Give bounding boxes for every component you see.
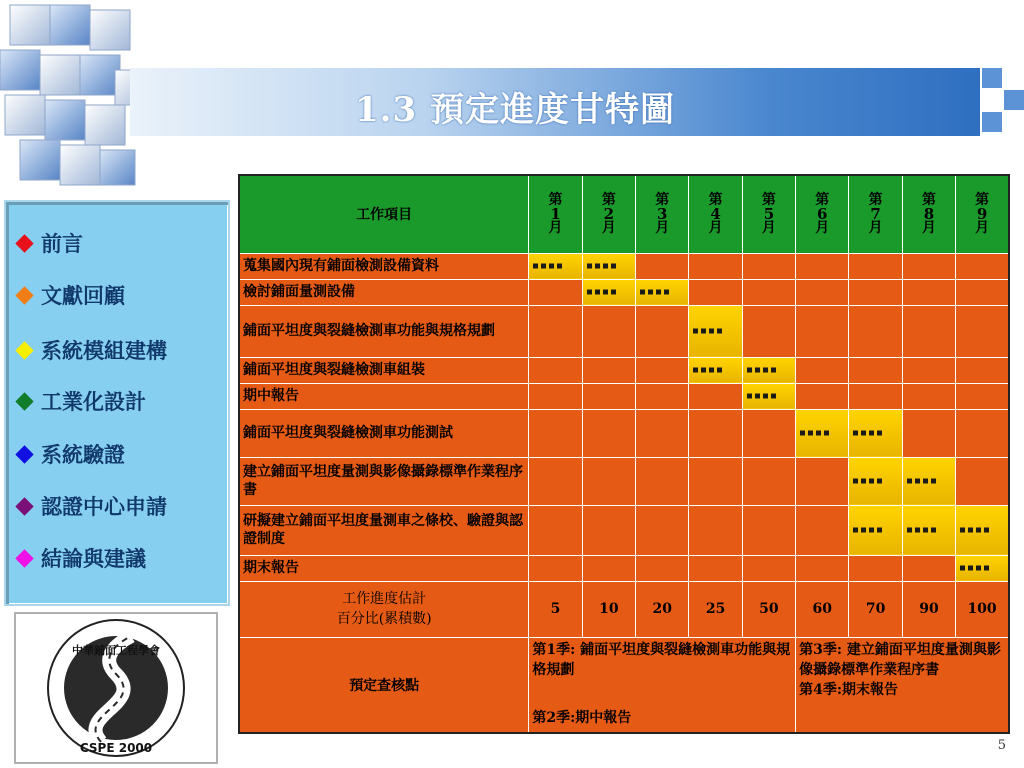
gantt-bar-dot — [976, 566, 981, 571]
decor-square — [982, 112, 1002, 132]
gantt-bar-dot — [808, 431, 813, 436]
gantt-cell — [689, 457, 742, 505]
progress-label-line: 工作進度估計 — [342, 591, 427, 607]
gantt-cell — [849, 383, 902, 409]
gantt-task-row — [239, 279, 1009, 305]
gantt-cell — [956, 305, 1009, 357]
gantt-cell — [956, 383, 1009, 409]
nav-item[interactable] — [18, 491, 167, 521]
gantt-bar-dot — [587, 264, 592, 269]
checkpoint-q4: 第4季:期末報告 — [799, 681, 899, 698]
gantt-bar — [693, 329, 722, 334]
gantt-cell — [582, 505, 635, 555]
gantt-cell — [582, 383, 635, 409]
month-suffix: 月 — [868, 220, 883, 237]
month-number: 7 — [870, 205, 881, 224]
nav-item[interactable] — [18, 439, 125, 469]
gantt-bar-dot — [824, 431, 829, 436]
gantt-header-item: 工作項目 — [239, 175, 529, 253]
gantt-cell — [689, 409, 742, 457]
gantt-cell — [796, 457, 849, 505]
gantt-cell — [742, 357, 795, 383]
diamond-bullet-icon — [15, 341, 33, 359]
month-prefix: 第 — [601, 192, 616, 209]
gantt-cell — [582, 357, 635, 383]
gantt-cell — [636, 357, 689, 383]
month-suffix: 月 — [921, 220, 936, 237]
gantt-bar-dot — [611, 290, 616, 295]
progress-value: 90 — [902, 581, 955, 637]
nav-item[interactable] — [18, 335, 167, 365]
gantt-cell — [796, 357, 849, 383]
gantt-bar-dot — [648, 290, 653, 295]
month-suffix: 月 — [548, 220, 563, 237]
gantt-bar — [907, 479, 936, 484]
gantt-cell — [529, 253, 582, 279]
nav-item-label: 認證中心申請 — [41, 495, 167, 519]
gantt-bar — [800, 431, 829, 436]
gantt-bar-dot — [915, 479, 920, 484]
gantt-cell — [849, 279, 902, 305]
checkpoint-left — [529, 637, 796, 733]
gantt-cell — [689, 555, 742, 581]
gantt-task-row — [239, 383, 1009, 409]
gantt-cell — [956, 253, 1009, 279]
month-prefix: 第 — [921, 192, 936, 209]
month-prefix: 第 — [655, 192, 670, 209]
month-prefix: 第 — [975, 192, 990, 209]
nav-item[interactable] — [18, 280, 125, 310]
gantt-cell — [742, 383, 795, 409]
month-prefix: 第 — [548, 192, 563, 209]
gantt-bar — [640, 290, 669, 295]
gantt-cell — [902, 505, 955, 555]
gantt-bar-dot — [816, 431, 821, 436]
gantt-cell — [742, 505, 795, 555]
diamond-bullet-icon — [15, 234, 33, 252]
gantt-task-row — [239, 357, 1009, 383]
gantt-cell — [529, 383, 582, 409]
progress-value: 5 — [529, 581, 582, 637]
gantt-cell — [636, 457, 689, 505]
gantt-cell — [956, 505, 1009, 555]
gantt-bar — [747, 368, 776, 373]
month-prefix: 第 — [815, 192, 830, 209]
gantt-bar — [853, 528, 882, 533]
gantt-month-header — [796, 175, 849, 253]
gantt-bar-dot — [656, 290, 661, 295]
progress-value: 60 — [796, 581, 849, 637]
gantt-bar-dot — [693, 329, 698, 334]
gantt-cell — [796, 305, 849, 357]
gantt-bar — [960, 528, 989, 533]
gantt-bar-dot — [771, 394, 776, 399]
gantt-cell — [849, 505, 902, 555]
month-suffix: 月 — [601, 220, 616, 237]
gantt-bar-dot — [984, 566, 989, 571]
gantt-bar-dot — [869, 528, 874, 533]
gantt-cell — [956, 457, 1009, 505]
diamond-bullet-icon — [15, 286, 33, 304]
gantt-cell — [689, 505, 742, 555]
gantt-bar-dot — [968, 528, 973, 533]
gantt-cell — [796, 409, 849, 457]
gantt-cell — [956, 409, 1009, 457]
gantt-cell — [636, 505, 689, 555]
month-number: 1 — [550, 205, 561, 224]
nav-item-label: 前言 — [41, 232, 83, 256]
gantt-cell — [796, 279, 849, 305]
gantt-bar-dot — [771, 368, 776, 373]
gantt-bar-dot — [869, 431, 874, 436]
gantt-cell — [742, 409, 795, 457]
gantt-bar-dot — [693, 368, 698, 373]
checkpoint-q2: 第2季:期中報告 — [532, 709, 632, 726]
gantt-task-row — [239, 253, 1009, 279]
gantt-cell — [902, 253, 955, 279]
gantt-cell — [902, 279, 955, 305]
nav-item[interactable] — [18, 228, 83, 258]
gantt-bar — [587, 290, 616, 295]
gantt-bar-dot — [595, 290, 600, 295]
gantt-cell — [849, 305, 902, 357]
gantt-cell — [689, 305, 742, 357]
gantt-bar-dot — [907, 528, 912, 533]
gantt-month-header — [742, 175, 795, 253]
gantt-bar-dot — [701, 329, 706, 334]
gantt-cell — [529, 279, 582, 305]
gantt-bar-dot — [603, 290, 608, 295]
gantt-task-name: 蒐集國內現有鋪面檢測設備資料 — [239, 253, 529, 279]
gantt-bar-dot — [549, 264, 554, 269]
progress-label-line: 百分比(累積數) — [336, 611, 432, 627]
progress-value: 70 — [849, 581, 902, 637]
nav-item[interactable] — [18, 543, 146, 573]
gantt-bar-dot — [923, 479, 928, 484]
gantt-month-header — [636, 175, 689, 253]
diamond-bullet-icon — [15, 497, 33, 515]
checkpoint-label: 預定查核點 — [239, 637, 529, 733]
gantt-task-name: 研擬建立鋪面平坦度量測車之條校、驗證與認證制度 — [239, 505, 529, 555]
gantt-cell — [636, 409, 689, 457]
gantt-bar-dot — [701, 368, 706, 373]
gantt-bar-dot — [877, 431, 882, 436]
gantt-bar-dot — [931, 479, 936, 484]
gantt-cell — [582, 279, 635, 305]
gantt-month-header — [689, 175, 742, 253]
nav-item-label: 工業化設計 — [41, 390, 146, 414]
gantt-cell — [529, 305, 582, 357]
gantt-cell — [902, 357, 955, 383]
gantt-cell — [636, 279, 689, 305]
gantt-bar-dot — [717, 329, 722, 334]
gantt-bar-dot — [976, 528, 981, 533]
gantt-bar-dot — [709, 329, 714, 334]
gantt-bar-dot — [877, 528, 882, 533]
gantt-task-name: 檢討鋪面量測設備 — [239, 279, 529, 305]
nav-item-label: 系統驗證 — [41, 443, 125, 467]
slide-title: 1.3 預定進度甘特圖 — [355, 90, 675, 130]
gantt-cell — [796, 505, 849, 555]
gantt-bar-dot — [747, 368, 752, 373]
logo-org-text: 中華鋪面工程學會 — [72, 644, 160, 657]
gantt-cell — [582, 305, 635, 357]
month-suffix: 月 — [815, 220, 830, 237]
gantt-cell — [689, 357, 742, 383]
gantt-cell — [582, 409, 635, 457]
gantt-bar — [960, 566, 989, 571]
gantt-bar-dot — [853, 528, 858, 533]
gantt-cell — [956, 555, 1009, 581]
progress-value: 100 — [956, 581, 1009, 637]
gantt-bar-dot — [861, 479, 866, 484]
month-suffix: 月 — [708, 220, 723, 237]
gantt-bar-dot — [755, 394, 760, 399]
month-number: 3 — [657, 205, 668, 224]
checkpoint-right — [796, 637, 1009, 733]
gantt-cell — [582, 253, 635, 279]
gantt-cell — [529, 457, 582, 505]
decor-square — [982, 68, 1002, 88]
month-number: 8 — [923, 205, 935, 224]
gantt-bar — [853, 479, 882, 484]
month-number: 6 — [817, 205, 828, 224]
gantt-bar-dot — [640, 290, 645, 295]
gantt-bar-dot — [763, 368, 768, 373]
gantt-bar-dot — [595, 264, 600, 269]
progress-label — [239, 581, 529, 637]
gantt-bar-dot — [960, 566, 965, 571]
nav-item-label: 文獻回顧 — [41, 284, 125, 308]
month-number: 2 — [603, 205, 615, 224]
progress-value: 10 — [582, 581, 635, 637]
gantt-month-header — [956, 175, 1009, 253]
gantt-cell — [742, 253, 795, 279]
month-suffix: 月 — [655, 220, 670, 237]
side-nav-panel — [4, 200, 230, 606]
gantt-bar-dot — [800, 431, 805, 436]
gantt-cell — [689, 253, 742, 279]
gantt-cell — [796, 383, 849, 409]
diamond-bullet-icon — [15, 549, 33, 567]
gantt-cell — [902, 409, 955, 457]
gantt-bar — [747, 394, 776, 399]
gantt-month-header — [849, 175, 902, 253]
gantt-cell — [636, 383, 689, 409]
gantt-bar — [693, 368, 722, 373]
month-number: 9 — [976, 205, 988, 224]
gantt-bar-dot — [717, 368, 722, 373]
gantt-bar-dot — [709, 368, 714, 373]
gantt-task-name: 鋪面平坦度與裂縫檢測車功能與規格規劃 — [239, 305, 529, 357]
gantt-bar-dot — [755, 368, 760, 373]
spacer — [532, 680, 792, 708]
gantt-bar-dot — [557, 264, 562, 269]
gantt-cell — [529, 555, 582, 581]
gantt-cell — [742, 457, 795, 505]
gantt-cell — [902, 383, 955, 409]
gantt-task-name: 期末報告 — [239, 555, 529, 581]
gantt-cell — [849, 357, 902, 383]
gantt-chart-table — [238, 174, 1010, 734]
gantt-cell — [636, 555, 689, 581]
cspe-logo-icon — [16, 614, 216, 762]
gantt-month-header — [902, 175, 955, 253]
month-prefix: 第 — [708, 192, 723, 209]
gantt-cell — [849, 409, 902, 457]
gantt-bar-dot — [611, 264, 616, 269]
gantt-cell — [742, 555, 795, 581]
gantt-bar-dot — [861, 431, 866, 436]
gantt-bar-dot — [869, 479, 874, 484]
gantt-cell — [956, 357, 1009, 383]
month-prefix: 第 — [761, 192, 776, 209]
nav-item[interactable] — [18, 386, 146, 416]
gantt-cell — [529, 505, 582, 555]
gantt-bar-dot — [923, 528, 928, 533]
decor-square — [1004, 90, 1024, 110]
logo-abbr-text: CSPE 2000 — [79, 741, 153, 755]
gantt-cell — [689, 279, 742, 305]
gantt-bar-dot — [853, 479, 858, 484]
progress-value: 25 — [689, 581, 742, 637]
month-suffix: 月 — [975, 220, 990, 237]
gantt-cell — [796, 555, 849, 581]
month-number: 4 — [710, 205, 721, 224]
gantt-task-row — [239, 305, 1009, 357]
org-logo — [14, 612, 218, 764]
gantt-task-row — [239, 505, 1009, 555]
gantt-cell — [849, 253, 902, 279]
month-suffix: 月 — [761, 220, 776, 237]
gantt-bar-dot — [747, 394, 752, 399]
page-number: 5 — [997, 738, 1006, 753]
gantt-cell — [742, 279, 795, 305]
progress-value: 50 — [742, 581, 795, 637]
gantt-cell — [796, 253, 849, 279]
diamond-bullet-icon — [15, 445, 33, 463]
month-number: 5 — [763, 205, 775, 224]
gantt-bar — [907, 528, 936, 533]
gantt-bar-dot — [541, 264, 546, 269]
gantt-cell — [529, 357, 582, 383]
gantt-task-row — [239, 457, 1009, 505]
gantt-bar-dot — [861, 528, 866, 533]
gantt-cell — [582, 457, 635, 505]
checkpoint-q3: 第3季: 建立鋪面平坦度量測與影像攝錄標準作業程序書 — [799, 641, 1001, 678]
diamond-bullet-icon — [15, 392, 33, 410]
gantt-cell — [902, 555, 955, 581]
gantt-task-name: 期中報告 — [239, 383, 529, 409]
gantt-bar-dot — [915, 528, 920, 533]
gantt-task-row — [239, 409, 1009, 457]
gantt-cell — [636, 253, 689, 279]
gantt-bar-dot — [968, 566, 973, 571]
gantt-bar-dot — [853, 431, 858, 436]
gantt-bar-dot — [984, 528, 989, 533]
gantt-cell — [956, 279, 1009, 305]
gantt-month-header — [582, 175, 635, 253]
gantt-month-header — [529, 175, 582, 253]
gantt-task-name: 鋪面平坦度與裂縫檢測車功能測試 — [239, 409, 529, 457]
gantt-task-row — [239, 555, 1009, 581]
gantt-cell — [902, 305, 955, 357]
gantt-bar-dot — [533, 264, 538, 269]
gantt-bar-dot — [587, 290, 592, 295]
gantt-bar — [587, 264, 616, 269]
nav-item-label: 系統模組建構 — [41, 339, 167, 363]
gantt-cell — [902, 457, 955, 505]
gantt-bar — [533, 264, 562, 269]
gantt-task-name: 鋪面平坦度與裂縫檢測車組裝 — [239, 357, 529, 383]
gantt-bar-dot — [960, 528, 965, 533]
nav-item-label: 結論與建議 — [41, 547, 146, 571]
progress-value: 20 — [636, 581, 689, 637]
gantt-bar-dot — [931, 528, 936, 533]
gantt-bar-dot — [907, 479, 912, 484]
gantt-cell — [529, 409, 582, 457]
gantt-bar — [853, 431, 882, 436]
checkpoint-q1: 第1季: 鋪面平坦度與裂縫檢測車功能與規格規劃 — [532, 641, 791, 678]
gantt-bar-dot — [877, 479, 882, 484]
gantt-cell — [689, 383, 742, 409]
gantt-bar-dot — [763, 394, 768, 399]
gantt-bar-dot — [603, 264, 608, 269]
month-prefix: 第 — [868, 192, 883, 209]
gantt-cell — [849, 555, 902, 581]
gantt-cell — [742, 305, 795, 357]
gantt-cell — [582, 555, 635, 581]
gantt-cell — [636, 305, 689, 357]
gantt-cell — [849, 457, 902, 505]
gantt-bar-dot — [664, 290, 669, 295]
gantt-task-name: 建立鋪面平坦度量測與影像攝錄標準作業程序書 — [239, 457, 529, 505]
